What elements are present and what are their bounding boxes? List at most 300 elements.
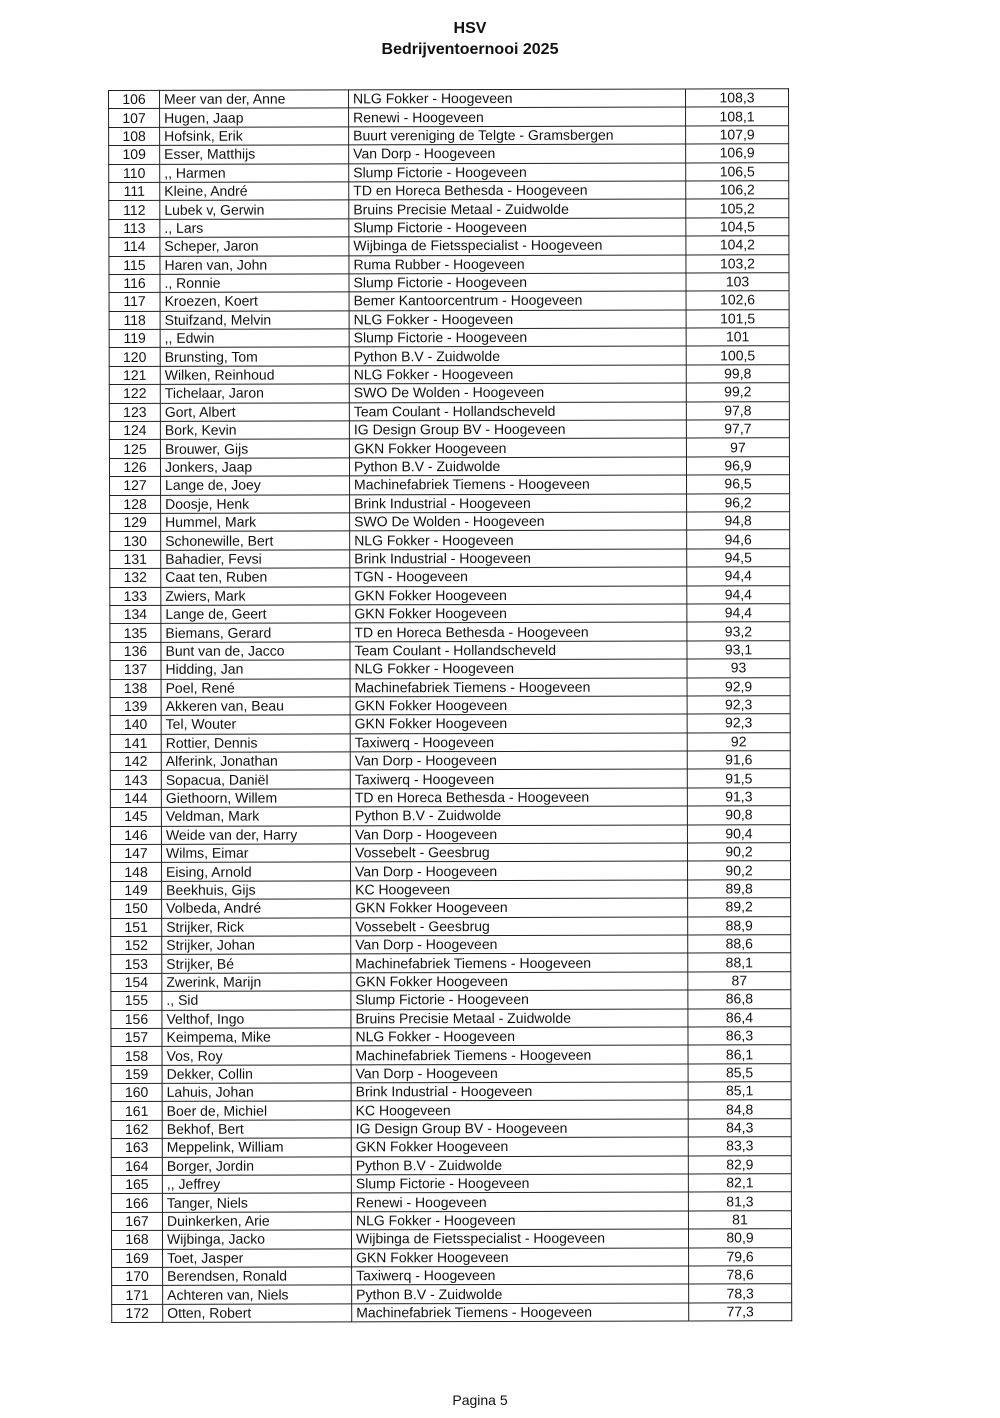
company-cell: TD en Horeca Bethesda - Hoogeveen xyxy=(350,622,687,641)
rank-cell: 169 xyxy=(112,1249,163,1268)
table-row xyxy=(110,769,790,789)
company-cell: NLG Fokker - Hoogeveen xyxy=(349,89,686,108)
score-cell: 104,2 xyxy=(686,236,789,255)
rank-cell: 114 xyxy=(109,237,160,256)
table-row xyxy=(109,107,789,127)
name-cell: Duinkerken, Arie xyxy=(162,1212,351,1231)
company-cell: Python B.V - Zuidwolde xyxy=(351,1156,688,1175)
score-cell: 81,3 xyxy=(688,1192,791,1211)
score-cell: 108,1 xyxy=(686,107,789,126)
company-cell: NLG Fokker - Hoogeveen xyxy=(350,659,687,678)
name-cell: Rottier, Dennis xyxy=(161,734,350,753)
company-cell: GKN Fokker Hoogeveen xyxy=(350,586,687,605)
name-cell: Weide van der, Harry xyxy=(161,825,350,844)
rank-cell: 157 xyxy=(111,1028,162,1047)
company-cell: Machinefabriek Tiemens - Hoogeveen xyxy=(350,475,687,494)
rank-cell: 113 xyxy=(109,219,160,238)
name-cell: Wilms, Eimar xyxy=(161,844,350,863)
name-cell: Eising, Arnold xyxy=(162,862,351,881)
score-cell: 86,8 xyxy=(688,990,791,1009)
rank-cell: 151 xyxy=(111,918,162,937)
company-cell: Van Dorp - Hoogeveen xyxy=(351,1064,688,1083)
score-cell: 92,3 xyxy=(687,714,790,733)
rank-cell: 137 xyxy=(110,660,161,679)
rank-cell: 107 xyxy=(109,109,160,128)
company-cell: Slump Fictorie - Hoogeveen xyxy=(349,273,686,292)
company-cell: NLG Fokker - Hoogeveen xyxy=(350,530,687,549)
company-cell: Brink Industrial - Hoogeveen xyxy=(350,494,687,513)
name-cell: Sopacua, Daniël xyxy=(161,770,350,789)
name-cell: Haren van, John xyxy=(160,255,349,274)
name-cell: Otten, Robert xyxy=(163,1304,352,1323)
name-cell: Jonkers, Jaap xyxy=(160,458,349,477)
rank-cell: 160 xyxy=(111,1083,162,1102)
name-cell: Giethoorn, Willem xyxy=(161,789,350,808)
score-cell: 97 xyxy=(686,438,789,457)
score-cell: 81 xyxy=(688,1211,791,1230)
name-cell: ,, Harmen xyxy=(160,163,349,182)
score-cell: 87 xyxy=(688,971,791,990)
rank-cell: 167 xyxy=(111,1212,162,1231)
name-cell: Achteren van, Niels xyxy=(163,1285,352,1304)
company-cell: Machinefabriek Tiemens - Hoogeveen xyxy=(352,1303,689,1322)
score-cell: 88,6 xyxy=(688,935,791,954)
rank-cell: 150 xyxy=(111,900,162,919)
rank-cell: 139 xyxy=(110,697,161,716)
table-row xyxy=(110,512,790,532)
company-cell: KC Hoogeveen xyxy=(351,880,688,899)
rank-cell: 155 xyxy=(111,992,162,1011)
name-cell: Beekhuis, Gijs xyxy=(162,881,351,900)
name-cell: Bork, Kevin xyxy=(160,421,349,440)
name-cell: Tichelaar, Jaron xyxy=(160,384,349,403)
company-cell: IG Design Group BV - Hoogeveen xyxy=(349,420,686,439)
rank-cell: 108 xyxy=(109,127,160,146)
rank-cell: 153 xyxy=(111,955,162,974)
rank-cell: 106 xyxy=(109,90,160,109)
company-cell: Van Dorp - Hoogeveen xyxy=(350,825,687,844)
score-cell: 90,2 xyxy=(688,861,791,880)
score-cell: 77,3 xyxy=(689,1302,792,1321)
document-subtitle: Bedrijventoernooi 2025 xyxy=(381,41,559,58)
name-cell: Dekker, Collin xyxy=(162,1065,351,1084)
score-cell: 94,5 xyxy=(687,548,790,567)
name-cell: Lange de, Joey xyxy=(161,476,350,495)
score-cell: 84,3 xyxy=(688,1119,791,1138)
name-cell: ., Sid xyxy=(162,991,351,1010)
results-table-body xyxy=(109,89,792,1323)
name-cell: Vos, Roy xyxy=(162,1046,351,1065)
name-cell: Esser, Matthijs xyxy=(160,145,349,164)
table-row xyxy=(109,346,789,366)
company-cell: KC Hoogeveen xyxy=(351,1100,688,1119)
company-cell: GKN Fokker Hoogeveen xyxy=(349,438,686,457)
rank-cell: 162 xyxy=(111,1120,162,1139)
table-row xyxy=(110,714,790,734)
rank-cell: 111 xyxy=(109,182,160,201)
rank-cell: 145 xyxy=(110,808,161,827)
company-cell: Van Dorp - Hoogeveen xyxy=(351,935,688,954)
name-cell: Strijker, Johan xyxy=(162,936,351,955)
rank-cell: 125 xyxy=(109,440,160,459)
rank-cell: 141 xyxy=(110,734,161,753)
name-cell: Lubek v, Gerwin xyxy=(160,200,349,219)
table-row xyxy=(111,1082,791,1102)
rank-cell: 127 xyxy=(110,477,161,496)
company-cell: Slump Fictorie - Hoogeveen xyxy=(349,218,686,237)
company-cell: Wijbinga de Fietsspecialist - Hoogeveen xyxy=(349,236,686,255)
name-cell: Scheper, Jaron xyxy=(160,237,349,256)
company-cell: Python B.V - Zuidwolde xyxy=(349,457,686,476)
company-cell: GKN Fokker Hoogeveen xyxy=(351,972,688,991)
score-cell: 85,5 xyxy=(688,1063,791,1082)
name-cell: Berendsen, Ronald xyxy=(163,1267,352,1286)
name-cell: Lahuis, Johan xyxy=(162,1083,351,1102)
table-row xyxy=(109,254,789,274)
rank-cell: 158 xyxy=(111,1047,162,1066)
rank-cell: 149 xyxy=(111,881,162,900)
score-cell: 94,8 xyxy=(687,512,790,531)
rank-cell: 168 xyxy=(111,1231,162,1250)
score-cell: 89,2 xyxy=(688,898,791,917)
name-cell: Lange de, Geert xyxy=(161,605,350,624)
table-row xyxy=(111,1229,791,1249)
table-row xyxy=(110,493,790,513)
company-cell: Vossebelt - Geesbrug xyxy=(350,843,687,862)
company-cell: Python B.V - Zuidwolde xyxy=(349,346,686,365)
rank-cell: 128 xyxy=(110,495,161,514)
table-row xyxy=(110,567,790,587)
table-row xyxy=(109,273,789,293)
name-cell: Bunt van de, Jacco xyxy=(161,642,350,661)
name-cell: Stuifzand, Melvin xyxy=(160,311,349,330)
score-cell: 108,3 xyxy=(685,89,788,108)
table-row xyxy=(111,1119,791,1139)
table-row xyxy=(110,677,790,697)
company-cell: GKN Fokker Hoogeveen xyxy=(350,696,687,715)
rank-cell: 170 xyxy=(112,1267,163,1286)
name-cell: Schonewille, Bert xyxy=(161,531,350,550)
table-row xyxy=(111,935,791,955)
name-cell: Biemans, Gerard xyxy=(161,623,350,642)
rank-cell: 166 xyxy=(111,1194,162,1213)
name-cell: Alferink, Jonathan xyxy=(161,752,350,771)
rank-cell: 159 xyxy=(111,1065,162,1084)
table-row xyxy=(109,181,789,201)
rank-cell: 130 xyxy=(110,532,161,551)
score-cell: 106,2 xyxy=(686,181,789,200)
table-row xyxy=(110,530,790,550)
score-cell: 79,6 xyxy=(689,1247,792,1266)
name-cell: ,, Edwin xyxy=(160,329,349,348)
score-cell: 101,5 xyxy=(686,309,789,328)
company-cell: TD en Horeca Bethesda - Hoogeveen xyxy=(350,788,687,807)
page-number: Pagina 5 xyxy=(452,1392,508,1408)
table-row xyxy=(109,199,789,219)
name-cell: ., Ronnie xyxy=(160,274,349,293)
score-cell: 86,3 xyxy=(688,1027,791,1046)
rank-cell: 126 xyxy=(109,458,160,477)
rank-cell: 140 xyxy=(110,716,161,735)
rank-cell: 110 xyxy=(109,164,160,183)
results-table xyxy=(108,88,792,1323)
rank-cell: 143 xyxy=(110,771,161,790)
rank-cell: 119 xyxy=(109,329,160,348)
table-row xyxy=(112,1247,792,1267)
table-row xyxy=(109,309,789,329)
rank-cell: 131 xyxy=(110,550,161,569)
table-row xyxy=(110,604,790,624)
table-row xyxy=(111,1045,791,1065)
name-cell: Boer de, Michiel xyxy=(162,1101,351,1120)
name-cell: Volbeda, André xyxy=(162,899,351,918)
table-row xyxy=(111,1008,791,1028)
company-cell: Van Dorp - Hoogeveen xyxy=(349,144,686,163)
score-cell: 92,3 xyxy=(687,696,790,715)
score-cell: 88,9 xyxy=(688,916,791,935)
score-cell: 92,9 xyxy=(687,677,790,696)
table-row xyxy=(112,1266,792,1286)
table-row xyxy=(110,696,790,716)
table-row xyxy=(109,383,789,403)
company-cell: Python B.V - Zuidwolde xyxy=(352,1284,689,1303)
company-cell: Slump Fictorie - Hoogeveen xyxy=(349,163,686,182)
score-cell: 91,6 xyxy=(687,751,790,770)
score-cell: 90,2 xyxy=(687,843,790,862)
score-cell: 106,5 xyxy=(686,162,789,181)
score-cell: 96,5 xyxy=(687,475,790,494)
company-cell: Slump Fictorie - Hoogeveen xyxy=(349,328,686,347)
name-cell: Veldman, Mark xyxy=(161,807,350,826)
table-row xyxy=(111,953,791,973)
score-cell: 100,5 xyxy=(686,346,789,365)
rank-cell: 117 xyxy=(109,293,160,312)
table-row xyxy=(112,1284,792,1304)
company-cell: Taxiwerq - Hoogeveen xyxy=(352,1266,689,1285)
rank-cell: 129 xyxy=(110,513,161,532)
table-row xyxy=(111,1063,791,1083)
name-cell: Bahadier, Fevsi xyxy=(161,550,350,569)
rank-cell: 142 xyxy=(110,752,161,771)
score-cell: 104,5 xyxy=(686,217,789,236)
score-cell: 105,2 xyxy=(686,199,789,218)
company-cell: Slump Fictorie - Hoogeveen xyxy=(351,1174,688,1193)
company-cell: Slump Fictorie - Hoogeveen xyxy=(351,990,688,1009)
company-cell: Machinefabriek Tiemens - Hoogeveen xyxy=(351,1045,688,1064)
company-cell: GKN Fokker Hoogeveen xyxy=(351,898,688,917)
rank-cell: 121 xyxy=(109,366,160,385)
score-cell: 93,1 xyxy=(687,640,790,659)
score-cell: 102,6 xyxy=(686,291,789,310)
name-cell: Toet, Jasper xyxy=(163,1248,352,1267)
table-row xyxy=(109,438,789,458)
score-cell: 86,1 xyxy=(688,1045,791,1064)
name-cell: Brouwer, Gijs xyxy=(160,439,349,458)
table-row xyxy=(110,622,790,642)
table-row xyxy=(109,291,789,311)
name-cell: ,, Jeffrey xyxy=(162,1175,351,1194)
table-row xyxy=(109,89,789,109)
rank-cell: 136 xyxy=(110,642,161,661)
document-title: HSV xyxy=(453,20,487,37)
company-cell: NLG Fokker - Hoogeveen xyxy=(349,365,686,384)
rank-cell: 146 xyxy=(110,826,161,845)
company-cell: IG Design Group BV - Hoogeveen xyxy=(351,1119,688,1138)
company-cell: Bemer Kantoorcentrum - Hoogeveen xyxy=(349,291,686,310)
table-row xyxy=(110,788,790,808)
table-row xyxy=(111,990,791,1010)
table-row xyxy=(111,1192,791,1212)
rank-cell: 112 xyxy=(109,201,160,220)
table-row xyxy=(109,125,789,145)
score-cell: 101 xyxy=(686,328,789,347)
score-cell: 106,9 xyxy=(686,144,789,163)
name-cell: Wijbinga, Jacko xyxy=(162,1230,351,1249)
company-cell: Team Coulant - Hollandscheveld xyxy=(350,641,687,660)
rank-cell: 172 xyxy=(112,1304,163,1323)
name-cell: Akkeren van, Beau xyxy=(161,697,350,716)
name-cell: Kroezen, Koert xyxy=(160,292,349,311)
company-cell: Team Coulant - Hollandscheveld xyxy=(349,402,686,421)
table-row xyxy=(110,585,790,605)
score-cell: 84,8 xyxy=(688,1100,791,1119)
table-row xyxy=(110,475,790,495)
company-cell: Machinefabriek Tiemens - Hoogeveen xyxy=(350,677,687,696)
table-row xyxy=(109,162,789,182)
rank-cell: 133 xyxy=(110,587,161,606)
table-row xyxy=(110,843,790,863)
table-row xyxy=(111,971,791,991)
company-cell: Machinefabriek Tiemens - Hoogeveen xyxy=(351,953,688,972)
score-cell: 93,2 xyxy=(687,622,790,641)
company-cell: Vossebelt - Geesbrug xyxy=(351,917,688,936)
name-cell: Kleine, André xyxy=(160,182,349,201)
name-cell: Hummel, Mark xyxy=(161,513,350,532)
table-row xyxy=(110,659,790,679)
score-cell: 97,8 xyxy=(686,401,789,420)
company-cell: SWO De Wolden - Hoogeveen xyxy=(350,512,687,531)
table-row xyxy=(109,401,789,421)
score-cell: 94,4 xyxy=(687,604,790,623)
company-cell: TD en Horeca Bethesda - Hoogeveen xyxy=(349,181,686,200)
table-row xyxy=(109,328,789,348)
score-cell: 99,8 xyxy=(686,365,789,384)
name-cell: Meppelink, William xyxy=(162,1138,351,1157)
rank-cell: 144 xyxy=(110,789,161,808)
name-cell: Doosje, Henk xyxy=(161,494,350,513)
rank-cell: 115 xyxy=(109,256,160,275)
rank-cell: 109 xyxy=(109,146,160,165)
table-row xyxy=(110,548,790,568)
score-cell: 90,8 xyxy=(687,806,790,825)
score-cell: 97,7 xyxy=(686,420,789,439)
company-cell: GKN Fokker Hoogeveen xyxy=(351,1137,688,1156)
table-row xyxy=(110,640,790,660)
company-cell: Python B.V - Zuidwolde xyxy=(350,806,687,825)
rank-cell: 132 xyxy=(110,569,161,588)
rank-cell: 165 xyxy=(111,1175,162,1194)
table-row xyxy=(111,1155,791,1175)
rank-cell: 138 xyxy=(110,679,161,698)
score-cell: 94,6 xyxy=(687,530,790,549)
name-cell: Meer van der, Anne xyxy=(160,90,349,109)
score-cell: 96,9 xyxy=(686,457,789,476)
rank-cell: 152 xyxy=(111,936,162,955)
rank-cell: 161 xyxy=(111,1102,162,1121)
name-cell: Strijker, Bé xyxy=(162,954,351,973)
rank-cell: 171 xyxy=(112,1286,163,1305)
score-cell: 89,8 xyxy=(688,880,791,899)
rank-cell: 123 xyxy=(109,403,160,422)
score-cell: 82,1 xyxy=(688,1174,791,1193)
score-cell: 94,4 xyxy=(687,585,790,604)
rank-cell: 116 xyxy=(109,274,160,293)
table-row xyxy=(111,880,791,900)
score-cell: 83,3 xyxy=(688,1137,791,1156)
table-row xyxy=(109,365,789,385)
name-cell: Caat ten, Ruben xyxy=(161,568,350,587)
company-cell: Ruma Rubber - Hoogeveen xyxy=(349,255,686,274)
name-cell: Borger, Jordin xyxy=(162,1157,351,1176)
company-cell: SWO De Wolden - Hoogeveen xyxy=(349,383,686,402)
name-cell: Hidding, Jan xyxy=(161,660,350,679)
company-cell: GKN Fokker Hoogeveen xyxy=(350,604,687,623)
name-cell: Zwiers, Mark xyxy=(161,586,350,605)
company-cell: GKN Fokker Hoogeveen xyxy=(350,714,687,733)
table-row xyxy=(111,1100,791,1120)
table-row xyxy=(110,806,790,826)
table-row xyxy=(109,144,789,164)
name-cell: Keimpema, Mike xyxy=(162,1028,351,1047)
score-cell: 107,9 xyxy=(686,125,789,144)
score-cell: 103,2 xyxy=(686,254,789,273)
name-cell: Zwerink, Marijn xyxy=(162,973,351,992)
company-cell: Taxiwerq - Hoogeveen xyxy=(350,733,687,752)
name-cell: Hugen, Jaap xyxy=(160,108,349,127)
name-cell: Strijker, Rick xyxy=(162,917,351,936)
table-row xyxy=(111,898,791,918)
name-cell: Tel, Wouter xyxy=(161,715,350,734)
rank-cell: 164 xyxy=(111,1157,162,1176)
table-row xyxy=(109,217,789,237)
name-cell: Bekhof, Bert xyxy=(162,1120,351,1139)
table-row xyxy=(112,1302,792,1322)
score-cell: 90,4 xyxy=(687,824,790,843)
score-cell: 91,5 xyxy=(687,769,790,788)
score-cell: 93 xyxy=(687,659,790,678)
score-cell: 94,4 xyxy=(687,567,790,586)
table-row xyxy=(111,1027,791,1047)
table-row xyxy=(111,861,791,881)
score-cell: 91,3 xyxy=(687,788,790,807)
table-row xyxy=(109,420,789,440)
company-cell: TGN - Hoogeveen xyxy=(350,567,687,586)
score-cell: 96,2 xyxy=(687,493,790,512)
name-cell: Velthof, Ingo xyxy=(162,1009,351,1028)
company-cell: Renewi - Hoogeveen xyxy=(349,107,686,126)
table-row xyxy=(110,824,790,844)
rank-cell: 124 xyxy=(109,421,160,440)
rank-cell: 122 xyxy=(109,385,160,404)
table-row xyxy=(110,751,790,771)
name-cell: Hofsink, Erik xyxy=(160,127,349,146)
table-row xyxy=(111,1211,791,1231)
company-cell: GKN Fokker Hoogeveen xyxy=(352,1248,689,1267)
score-cell: 103 xyxy=(686,273,789,292)
company-cell: Bruins Precisie Metaal - Zuidwolde xyxy=(349,199,686,218)
table-row xyxy=(109,457,789,477)
company-cell: Van Dorp - Hoogeveen xyxy=(351,861,688,880)
